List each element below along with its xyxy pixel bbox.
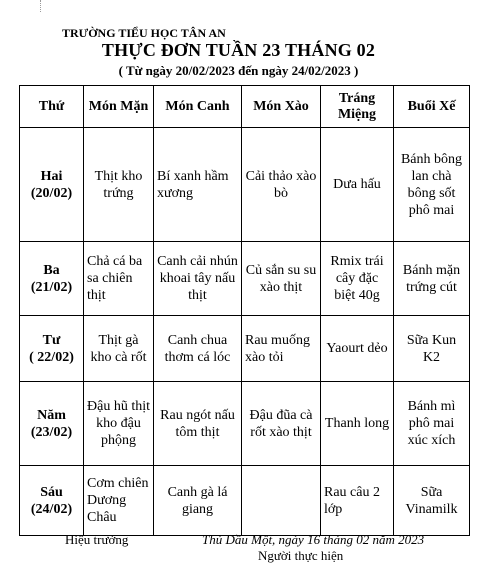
table-row bbox=[20, 128, 470, 242]
day-cell bbox=[20, 382, 84, 466]
dessert-cell: Rau câu 2 lớp bbox=[321, 466, 394, 536]
table-row bbox=[20, 242, 470, 316]
day-cell bbox=[20, 128, 84, 242]
weekly-menu-table bbox=[19, 85, 470, 536]
menu-title: THỰC ĐƠN TUẦN 23 THÁNG 02 bbox=[101, 40, 376, 60]
main-dish-cell: Cơm chiên Dương Châu bbox=[84, 466, 154, 536]
day-cell bbox=[20, 316, 84, 382]
page-corner-mark bbox=[40, 0, 42, 12]
snack-cell: Sữa Kun K2 bbox=[394, 316, 470, 382]
dessert-cell: Dưa hấu bbox=[321, 128, 394, 242]
table-header-row bbox=[20, 86, 470, 128]
snack-cell: Bánh mặn trứng cút bbox=[394, 242, 470, 316]
dessert-cell: Thanh long bbox=[321, 382, 394, 466]
col-header-day: Thứ bbox=[20, 86, 84, 128]
snack-cell: Sữa Vinamilk bbox=[394, 466, 470, 536]
table-row bbox=[20, 466, 470, 536]
dessert-cell: Yaourt dẻo bbox=[321, 316, 394, 382]
preparer-signature-label: Người thực hiện bbox=[258, 548, 344, 563]
soup-cell: Rau ngót nấu tôm thịt bbox=[154, 382, 242, 466]
main-dish-cell: Chả cá ba sa chiên thịt bbox=[84, 242, 154, 316]
stir-fry-cell: Củ sắn su su xào thịt bbox=[242, 242, 321, 316]
col-header-snack: Buổi Xế bbox=[394, 86, 470, 128]
day-name: Tư bbox=[42, 332, 61, 348]
day-name: Ba bbox=[43, 262, 60, 278]
col-header-main-dish: Món Mặn bbox=[84, 86, 154, 128]
day-date: (21/02) bbox=[30, 279, 73, 295]
day-date: (24/02) bbox=[30, 501, 73, 517]
soup-cell: Bí xanh hầm xương bbox=[154, 128, 242, 242]
main-dish-cell: Thịt kho trứng bbox=[84, 128, 154, 242]
snack-cell: Bánh bông lan chà bông sốt phô mai bbox=[394, 128, 470, 242]
stir-fry-cell bbox=[242, 466, 321, 536]
stir-fry-cell: Đậu đũa cà rốt xào thịt bbox=[242, 382, 321, 466]
principal-signature-label: Hiệu trưởng bbox=[65, 532, 129, 547]
col-header-soup: Món Canh bbox=[154, 86, 242, 128]
soup-cell: Canh cải nhún khoai tây nấu thịt bbox=[154, 242, 242, 316]
day-cell bbox=[20, 242, 84, 316]
col-header-dessert: Tráng Miệng bbox=[321, 86, 394, 128]
date-range: ( Từ ngày 20/02/2023 đến ngày 24/02/2023 ) bbox=[118, 63, 359, 78]
soup-cell: Canh gà lá giang bbox=[154, 466, 242, 536]
day-cell bbox=[20, 466, 84, 536]
school-name: TRƯỜNG TIỂU HỌC TÂN AN bbox=[62, 26, 226, 40]
place-date-line: Thủ Dầu Một, ngày 16 tháng 02 năm 2023 bbox=[202, 532, 425, 547]
stir-fry-cell: Cải thảo xào bò bbox=[242, 128, 321, 242]
dessert-cell: Rmix trái cây đặc biệt 40g bbox=[321, 242, 394, 316]
table-row bbox=[20, 316, 470, 382]
table-row bbox=[20, 382, 470, 466]
main-dish-cell: Thịt gà kho cà rốt bbox=[84, 316, 154, 382]
day-name: Hai bbox=[40, 168, 63, 184]
day-date: ( 22/02) bbox=[29, 349, 74, 365]
day-name: Sáu bbox=[40, 484, 63, 500]
main-dish-cell: Đậu hũ thịt kho đậu phộng bbox=[84, 382, 154, 466]
day-name: Năm bbox=[37, 407, 66, 423]
soup-cell: Canh chua thơm cá lóc bbox=[154, 316, 242, 382]
stir-fry-cell: Rau muống xào tỏi bbox=[242, 316, 321, 382]
day-date: (20/02) bbox=[30, 185, 73, 201]
snack-cell: Bánh mì phô mai xúc xích bbox=[394, 382, 470, 466]
day-date: (23/02) bbox=[30, 424, 73, 440]
col-header-stir-fry: Món Xào bbox=[242, 86, 321, 128]
